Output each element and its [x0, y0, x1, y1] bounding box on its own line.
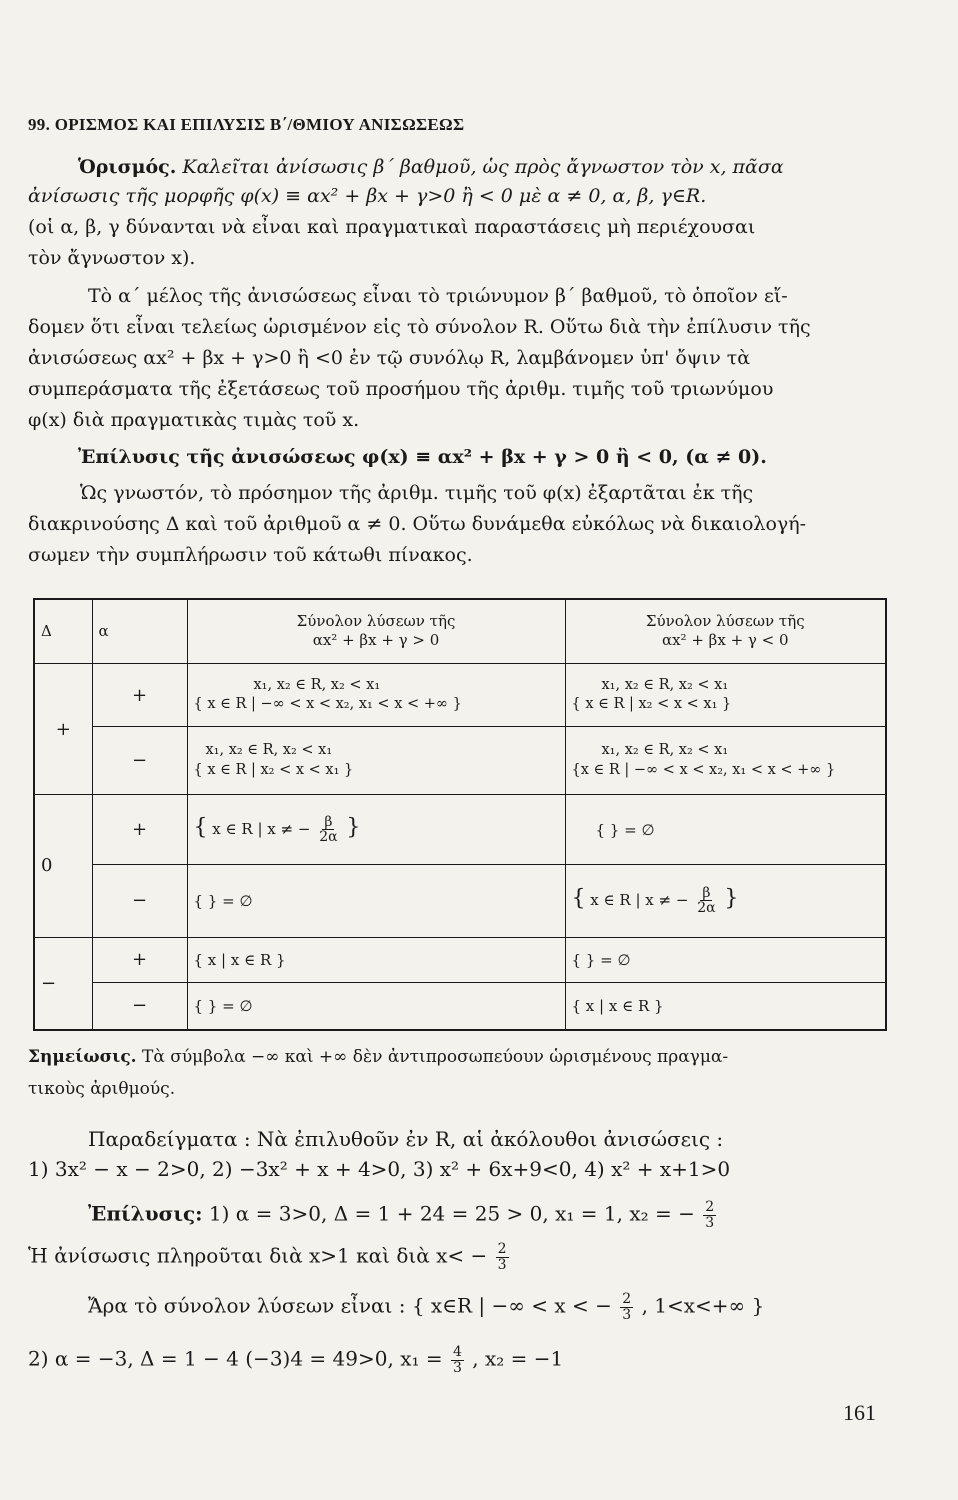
- delta-zero: 0: [34, 795, 92, 938]
- header-delta: Δ: [34, 599, 92, 663]
- example-1-solution: [88, 1200, 718, 1230]
- header-gt-line-1: Σύνολον λύσεων τῆς: [296, 611, 456, 630]
- para2-line-1: Ὡς γνωστόν, τὸ πρόσημον τῆς ἀριθμ. τιμῆς τοῦ φ(x) ἐξαρτᾶται ἐκ τῆς: [80, 482, 754, 504]
- table-row: [34, 937, 886, 982]
- example-1-solution-set: [88, 1292, 764, 1322]
- holds-text: Ἡ ἀνίσωσις πληροῦται διὰ x>1 καὶ διὰ x< −: [28, 1243, 488, 1268]
- fraction-den: 3: [497, 1256, 507, 1273]
- fraction-num: 4: [452, 1344, 462, 1360]
- section-heading: [28, 116, 464, 133]
- solutions-table: [33, 598, 887, 1031]
- r4-lt-num: β: [702, 884, 711, 901]
- r1-gt-set: { x ∈ R | −∞ < x < x₂, x₁ < x < +∞ }: [193, 696, 462, 713]
- r2-gt-cell: [187, 727, 565, 795]
- definition-line-4: τὸν ἄγνωστον x).: [28, 247, 196, 269]
- r2-lt-roots: x₁, x₂ ∈ R, x₂ < x₁: [601, 742, 729, 759]
- definition-line-1: [78, 158, 784, 177]
- para2-line-2: διακρινούσης Δ καὶ τοῦ ἀριθμοῦ α ≠ 0. Οὕτω δυνάμεθα εὐκόλως νὰ δικαιολογή-: [28, 513, 807, 535]
- r5-lt-cell: { } = ∅: [565, 937, 886, 982]
- header-solutions-gt: [187, 599, 565, 663]
- r2-lt-cell: [565, 727, 886, 795]
- r4-gt-cell: { } = ∅: [187, 865, 565, 937]
- para2-line-3: σωμεν τὴν συμπλήρωσιν τοῦ κάτωθι πίνακος.: [28, 544, 473, 566]
- header-lt-line-1: Σύνολον λύσεων τῆς: [645, 611, 805, 630]
- alpha-minus-3: −: [92, 982, 187, 1030]
- para1-line-2: δομεν ὅτι εἶναι τελείως ὡρισμένον εἰς τὸ σύνολον R. Οὕτω διὰ τὴν ἐπίλυσιν τῆς: [28, 316, 811, 338]
- r3-gt-cell: { x ∈ R | x ≠ − $\frac{\beta}{2\alpha}$ }: [187, 795, 565, 865]
- table-header-row: [34, 599, 886, 663]
- alpha-plus-1: +: [92, 663, 187, 726]
- definition-text-1: Καλεῖται ἀνίσωσις β΄ βαθμοῦ, ὡς πρὸς ἄγνωστον τὸν x, πᾶσα: [182, 156, 784, 178]
- example-1-fraction: [703, 1200, 716, 1230]
- table-row: [34, 663, 886, 726]
- delta-negative: −: [34, 937, 92, 1030]
- r4-lt-text: x ∈ R | x ≠ −: [590, 890, 689, 909]
- fraction-num: 2: [622, 1291, 632, 1307]
- solution-heading: Ἐπίλυσις τῆς ἀνισώσεως φ(x) ≡ αx² + βx + γ > 0 ἢ < 0, (α ≠ 0).: [78, 446, 767, 468]
- r3-gt-text: x ∈ R | x ≠ −: [212, 819, 311, 838]
- set-post: , 1<x<+∞ }: [641, 1293, 765, 1318]
- r6-lt-cell: { x | x ∈ R }: [565, 982, 886, 1030]
- page-number: 161: [843, 1400, 876, 1425]
- r6-gt-cell: { } = ∅: [187, 982, 565, 1030]
- table-row: [34, 982, 886, 1030]
- r4-lt-den: 2α: [697, 900, 716, 917]
- fraction-den: 3: [452, 1359, 462, 1376]
- header-lt-line-2: αx² + βx + γ < 0: [661, 631, 789, 650]
- para1-line-4: συμπεράσματα τῆς ἐξετάσεως τοῦ προσήμου τῆς ἀριθμ. τιμῆς τοῦ τριωνύμου: [28, 378, 774, 400]
- set-fraction: [620, 1292, 633, 1322]
- set-text: Ἄρα τὸ σύνολον λύσεων εἶναι : { x∈R | −∞ < x < −: [88, 1293, 612, 1318]
- r3-gt-den: 2α: [319, 829, 338, 846]
- r3-gt-fraction: [317, 815, 339, 845]
- note-label: Σημείωσις.: [28, 1047, 137, 1067]
- holds-fraction: [496, 1242, 509, 1272]
- para1-line-3: ἀνισώσεως αx² + βx + γ>0 ἢ <0 ἐν τῷ συνόλῳ R, λαμβάνομεν ὑπ' ὄψιν τὰ: [28, 347, 751, 369]
- alpha-minus-1: −: [92, 727, 187, 795]
- table-row: [34, 795, 886, 865]
- solution-label: Ἐπίλυσις:: [88, 1201, 203, 1226]
- note-text-1: Τὰ σύμβολα −∞ καὶ +∞ δὲν ἀντιπροσωπεύουν ὡρισμένους πραγμα-: [142, 1047, 729, 1067]
- fraction-num: 2: [497, 1241, 507, 1257]
- section-number: 99.: [28, 115, 51, 134]
- header-gt-line-2: αx² + βx + γ > 0: [312, 631, 440, 650]
- note-line-1: [28, 1049, 728, 1066]
- fraction-den: 3: [622, 1306, 632, 1323]
- definition-label: Ὁρισμός.: [78, 156, 177, 178]
- examples-heading: Παραδείγματα : Νὰ ἐπιλυθοῦν ἐν R, αἱ ἀκόλουθοι ἀνισώσεις :: [88, 1127, 724, 1151]
- r3-gt-num: β: [324, 813, 333, 830]
- r1-lt-roots: x₁, x₂ ∈ R, x₂ < x₁: [601, 676, 729, 693]
- r1-lt-cell: [565, 663, 886, 726]
- r2-lt-set: {x ∈ R | −∞ < x < x₂, x₁ < x < +∞ }: [571, 761, 836, 778]
- example-1-holds: [28, 1242, 511, 1272]
- para1-line-5: φ(x) διὰ πραγματικὰς τιμὰς τοῦ x.: [28, 409, 360, 431]
- fraction-num: 2: [705, 1199, 715, 1215]
- examples-list: 1) 3x² − x − 2>0, 2) −3x² + x + 4>0, 3) x² + 6x+9<0, 4) x² + x+1>0: [28, 1157, 731, 1181]
- r1-lt-set: { x ∈ R | x₂ < x < x₁ }: [571, 696, 732, 713]
- example-1-text: 1) α = 3>0, Δ = 1 + 24 = 25 > 0, x₁ = 1, x₂ = −: [208, 1201, 695, 1226]
- note-line-2: τικοὺς ἀριθμούς.: [28, 1079, 176, 1099]
- example-2-solution: [28, 1345, 563, 1375]
- definition-line-2: ἀνίσωσις τῆς μορφῆς φ(x) ≡ αx² + βx + γ>0 ἢ < 0 μὲ α ≠ 0, α, β, γ∈R.: [28, 185, 707, 207]
- r2-gt-set: { x ∈ R | x₂ < x < x₁ }: [193, 761, 354, 778]
- section-title: ΟΡΙΣΜΟΣ ΚΑΙ ΕΠΙΛΥΣΙΣ Β΄/ΘΜΙΟΥ ΑΝΙΣΩΣΕΩΣ: [54, 115, 465, 134]
- r1-gt-cell: [187, 663, 565, 726]
- table-row: [34, 865, 886, 937]
- alpha-plus-3: +: [92, 937, 187, 982]
- header-alpha: α: [92, 599, 187, 663]
- example-2-fraction: [451, 1345, 464, 1375]
- r2-gt-roots: x₁, x₂ ∈ R, x₂ < x₁: [205, 742, 333, 759]
- alpha-minus-2: −: [92, 865, 187, 937]
- header-solutions-lt: [565, 599, 886, 663]
- alpha-plus-2: +: [92, 795, 187, 865]
- r3-lt-cell: { } = ∅: [565, 795, 886, 865]
- fraction-den: 3: [705, 1214, 715, 1231]
- delta-positive: +: [34, 663, 92, 794]
- table-row: [34, 727, 886, 795]
- example-2-post: , x₂ = −1: [472, 1346, 564, 1371]
- r4-lt-cell: { x ∈ R | x ≠ − $\frac{\beta}{2\alpha}$ }: [565, 865, 886, 937]
- para1-line-1: Τὸ α΄ μέλος τῆς ἀνισώσεως εἶναι τὸ τριώνυμον β΄ βαθμοῦ, τὸ ὁποῖον εἴ-: [88, 285, 788, 307]
- example-2-text: 2) α = −3, Δ = 1 − 4 (−3)4 = 49>0, x₁ =: [28, 1346, 443, 1371]
- r1-gt-roots: x₁, x₂ ∈ R, x₂ < x₁: [253, 676, 381, 693]
- r5-gt-cell: { x | x ∈ R }: [187, 937, 565, 982]
- definition-line-3: (οἱ α, β, γ δύνανται νὰ εἶναι καὶ πραγματικαὶ παραστάσεις μὴ περιέχουσαι: [28, 216, 756, 238]
- r4-lt-fraction: [695, 886, 717, 916]
